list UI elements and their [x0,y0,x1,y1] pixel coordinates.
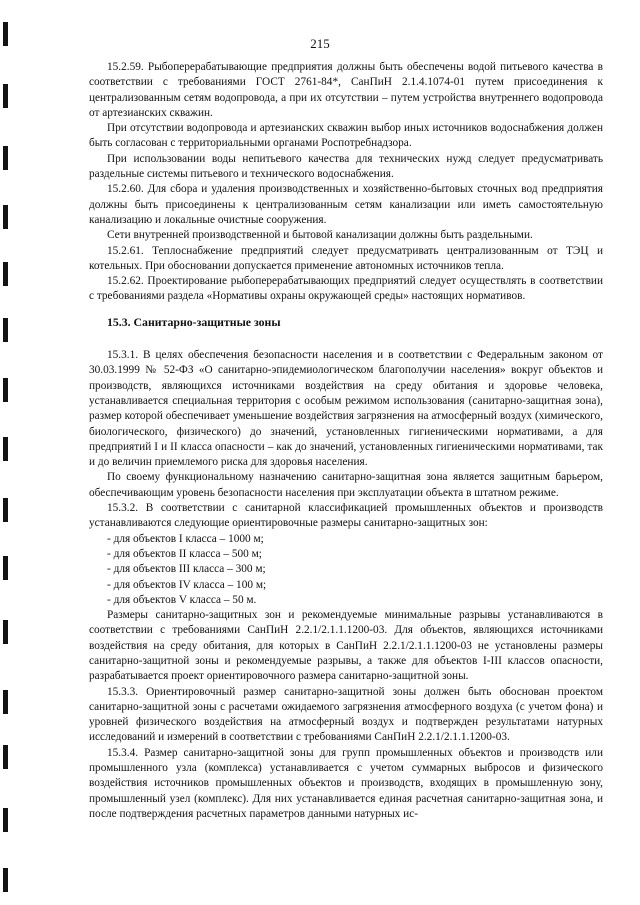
paragraph-15-3-4: 15.3.4. Размер санитарно-защитной зоны для групп промышленных объектов и производств или промышленного узла (комплекса) устанавливается с учетом суммарных выбросов и физического воздействия источников промышленных объектов и производств, входящих в промышленную зону, промышленный узел (комплекс). Для них устанавливается единая расчетная санитарно-защитная зона, и после подтверждения расчетных параметров данными натурных ис- [89,746,603,820]
scan-edge-mark [3,205,8,229]
document-body [89,60,603,822]
list-item: - для объектов I класса – 1000 м; [107,532,264,545]
scan-edge-mark [3,262,8,286]
scan-edge-mark [3,498,8,522]
scan-edge-mark [3,808,8,832]
section-heading: 15.3. Санитарно-защитные зоны [107,314,281,329]
paragraph-15-3-1: 15.3.1. В целях обеспечения безопасности населения и в соответствии с Федеральным законом от 30.03.1999 № 52-ФЗ «О санитарно-эпидемиологическом благополучии населения» вокруг объектов и производств, являющихся источниками воздействия на среду обитания и здоровье человека, устанавливается специальная территория с особым режимом использования (санитарно-защитная зона), размер которой обеспечивает уменьшение воздействия загрязнения на атмосферный воздух (химического, биологического, физического) до значений, установленных гигиеническими нормативами, а для предприятий I и II класса опасности – как до значений, установленных гигиеническими нормативами, так и до величин приемлемого риска для здоровья населения. [89,349,603,469]
scan-edge-mark [3,146,8,170]
paragraph-15-3-2: 15.3.2. В соответствии с санитарной классификацией промышленных объектов и производств устанавливаются следующие ориентировочные размеры санитарно-защитных зон: [89,502,603,530]
scan-edge-mark [3,437,8,461]
paragraph-15-2-62: 15.2.62. Проектирование рыбоперерабатывающих предприятий следует осуществлять в соответствии с требованиями раздела «Нормативы охраны окружающей среды» настоящих нормативов. [89,275,603,303]
paragraph-nonpotable-water: При использовании воды непитьевого качества для технических нужд следует предусматривать раздельные системы питьевого и технического водоснабжения. [89,152,603,181]
paragraph-15-2-59: 15.2.59. Рыбоперерабатывающие предприятия должны быть обеспечены водой питьевого качества в соответствии с требованиями ГОСТ 2761-84*, СанПиН 2.1.4.1074-01 путем присоединения к централизованным сетям водопровода, а при их отсутствии – путем устройства внутреннего водопровода от артезианских скважин. [89,61,603,119]
scan-edge-mark [3,745,8,769]
scan-edge-mark [3,620,8,644]
scan-edge-mark [3,318,8,342]
paragraph-zone-sizes: Размеры санитарно-защитных зон и рекомендуемые минимальные разрывы устанавливаются в соответствии с требованиями СанПиН 2.2.1/2.1.1.1200-03. Для объектов, являющихся источниками воздействия на среду обитания, для которых в СанПиН 2.2.1/2.1.1.1200-03 не установлены размеры санитарно-защитной зоны и рекомендуемые разрывы, а также для объектов I-III классов опасности, разрабатывается проект ориентировочного размера санитарно-защитной зоны. [89,609,603,683]
scan-edge-mark [3,868,8,892]
paragraph-15-2-60: 15.2.60. Для сбора и удаления производственных и хозяйственно-бытовых сточных вод предприятия должны быть присоединены к централизованным сетям канализации или иметь самостоятельную канализацию и локальные очистные сооружения. [89,183,603,226]
scan-edge-mark [3,690,8,714]
paragraph-sewer-networks: Сети внутренней производственной и бытовой канализации должны быть раздельными. [107,229,533,242]
scan-edge-mark [3,556,8,580]
page-number: 215 [310,36,330,51]
list-item: - для объектов V класса – 50 м. [107,593,257,606]
paragraph-protective-barrier: По своему функциональному назначению санитарно-защитная зона является защитным барьером, обеспечивающим уровень безопасности населения при эксплуатации объекта в штатном режиме. [89,471,603,499]
list-item: - для объектов II класса – 500 м; [107,547,262,560]
scan-edge-mark [3,378,8,402]
scan-edge-mark [3,84,8,108]
paragraph-15-3-3: 15.3.3. Ориентировочный размер санитарно-защитной зоны должен быть обоснован проектом санитарно-защитной зоны с расчетами ожидаемого загрязнения атмосферного воздуха (с учетом фона) и уровней физического воздействия на атмосферный воздух и подтвержден результатами натурных исследований и измерений в соответствии с требованиями СанПиН 2.2.1/2.1.1.1200-03. [89,685,603,744]
list-item: - для объектов IV класса – 100 м; [107,578,267,591]
paragraph-15-2-61: 15.2.61. Теплоснабжение предприятий следует предусматривать централизованным от ТЭЦ и котельных. При обосновании допускается применение автономных источников тепла. [89,244,603,272]
list-item: - для объектов III класса – 300 м; [107,563,266,576]
zone-size-list [89,532,603,608]
paragraph-no-water-supply: При отсутствии водопровода и артезианских скважин выбор иных источников водоснабжения должен быть согласован с территориальными органами Роспотребнадзора. [89,122,603,150]
